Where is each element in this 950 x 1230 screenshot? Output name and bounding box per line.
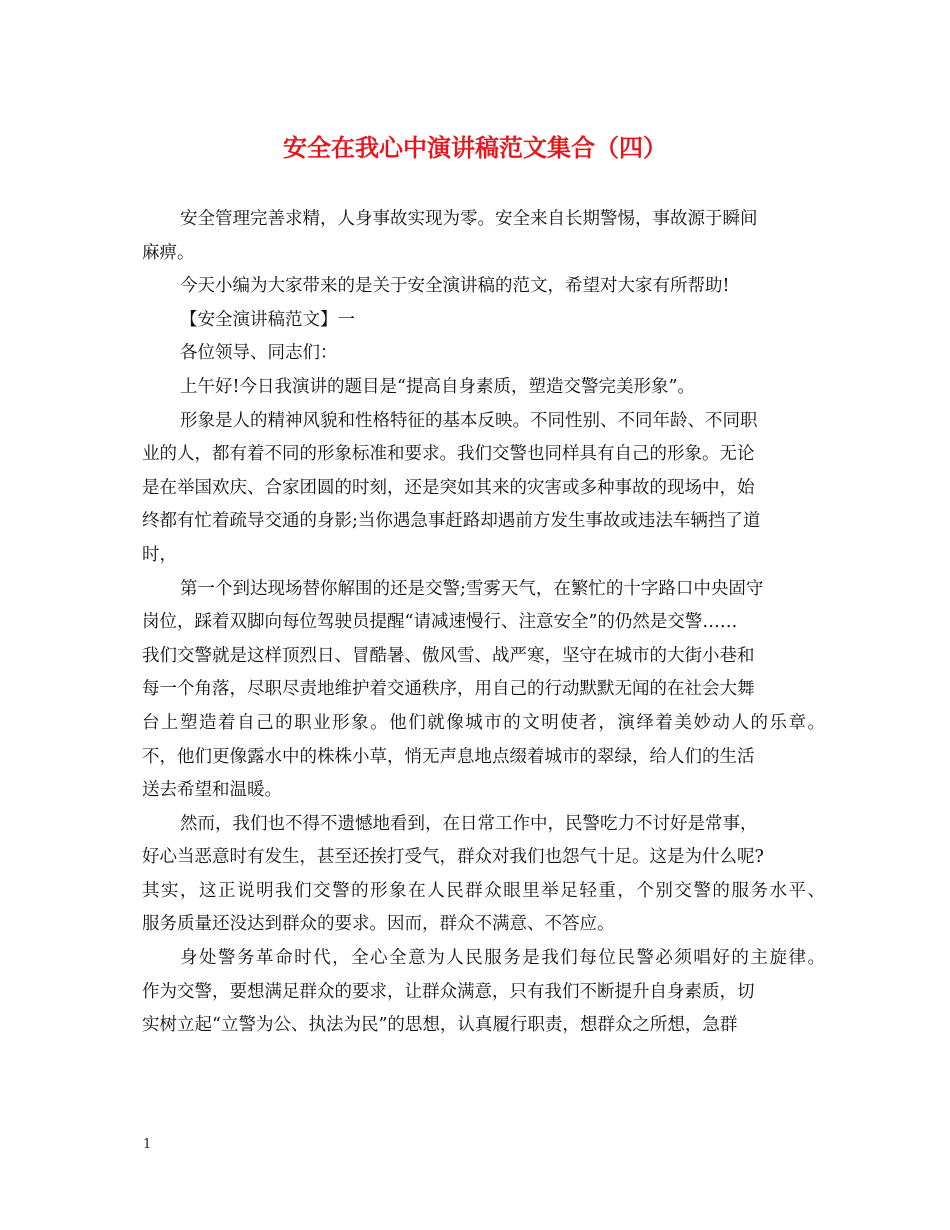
text-line: 各位领导、同志们： — [180, 343, 338, 364]
text-line: 岗位，踩着双脚向每位驾驶员提醒“请减速慢行、注意安全”的仍然是交警…… — [142, 612, 738, 633]
text-line: 第一个到达现场替你解围的还是交警;雪雾天气，在繁忙的十字路口中央固守 — [180, 578, 764, 599]
text-line: 其实，这正说明我们交警的形象在人民群众眼里举足轻重，个别交警的服务水平、 — [142, 880, 827, 901]
text-line: 今天小编为大家带来的是关于安全演讲稿的范文，希望对大家有所帮助! — [180, 276, 730, 297]
text-line: 作为交警，要想满足群众的要求，让群众满意，只有我们不断提升自身素质，切 — [142, 981, 755, 1002]
text-line: 然而，我们也不得不遗憾地看到，在日常工作中，民警吃力不讨好是常事， — [180, 813, 758, 834]
text-line: 我们交警就是这样顶烈日、冒酷暑、傲风雪、战严寒，坚守在城市的大街小巷和 — [142, 645, 755, 666]
text-line: 安全管理完善求精，人身事故实现为零。安全来自长期警惕，事故源于瞬间 — [180, 209, 758, 229]
text-line: 形象是人的精神风貌和性格特征的基本反映。不同性别、不同年龄、不同职 — [180, 410, 758, 431]
page-number: 1 — [143, 1137, 152, 1152]
document-title: 安全在我心中演讲稿范文集合（四） — [283, 133, 667, 162]
text-line: 送去希望和温暖。 — [142, 780, 282, 801]
text-line: 是在举国欢庆、合家团圆的时刻，还是突如其来的灾害或多种事故的现场中，始 — [142, 477, 755, 498]
text-line: 台上塑造着自己的职业形象。他们就像城市的文明使者，演绎着美妙动人的乐章。 — [142, 712, 827, 733]
text-line: 时， — [142, 544, 177, 565]
text-line: 【安全演讲稿范文】一 — [180, 309, 355, 330]
text-line: 好心当恶意时有发生，甚至还挨打受气，群众对我们也怨气十足。这是为什么呢? — [142, 847, 764, 868]
text-line: 服务质量还没达到群众的要求。因而，群众不满意、不答应。 — [142, 914, 615, 935]
text-line: 不，他们更像露水中的株株小草，悄无声息地点缀着城市的翠绿，给人们的生活 — [142, 746, 755, 767]
text-line: 身处警务革命时代，全心全意为人民服务是我们每位民警必须唱好的主旋律。 — [180, 948, 827, 969]
text-line: 麻痹。 — [142, 242, 195, 263]
text-line: 实树立起“立警为公、执法为民”的思想，认真履行职责，想群众之所想，急群 — [142, 1015, 738, 1036]
text-line: 上午好!今日我演讲的题目是“提高自身素质，塑造交警完美形象”。 — [180, 376, 695, 397]
document-body — [142, 203, 825, 1043]
text-line: 业的人，都有着不同的形象标准和要求。我们交警也同样具有自己的形象。无论 — [142, 444, 755, 465]
text-line: 每一个角落，尽职尽责地维护着交通秩序，用自己的行动默默无闻的在社会大舞 — [142, 679, 755, 700]
text-line: 终都有忙着疏导交通的身影;当你遇急事赶路却遇前方发生事故或违法车辆挡了道 — [142, 511, 761, 532]
